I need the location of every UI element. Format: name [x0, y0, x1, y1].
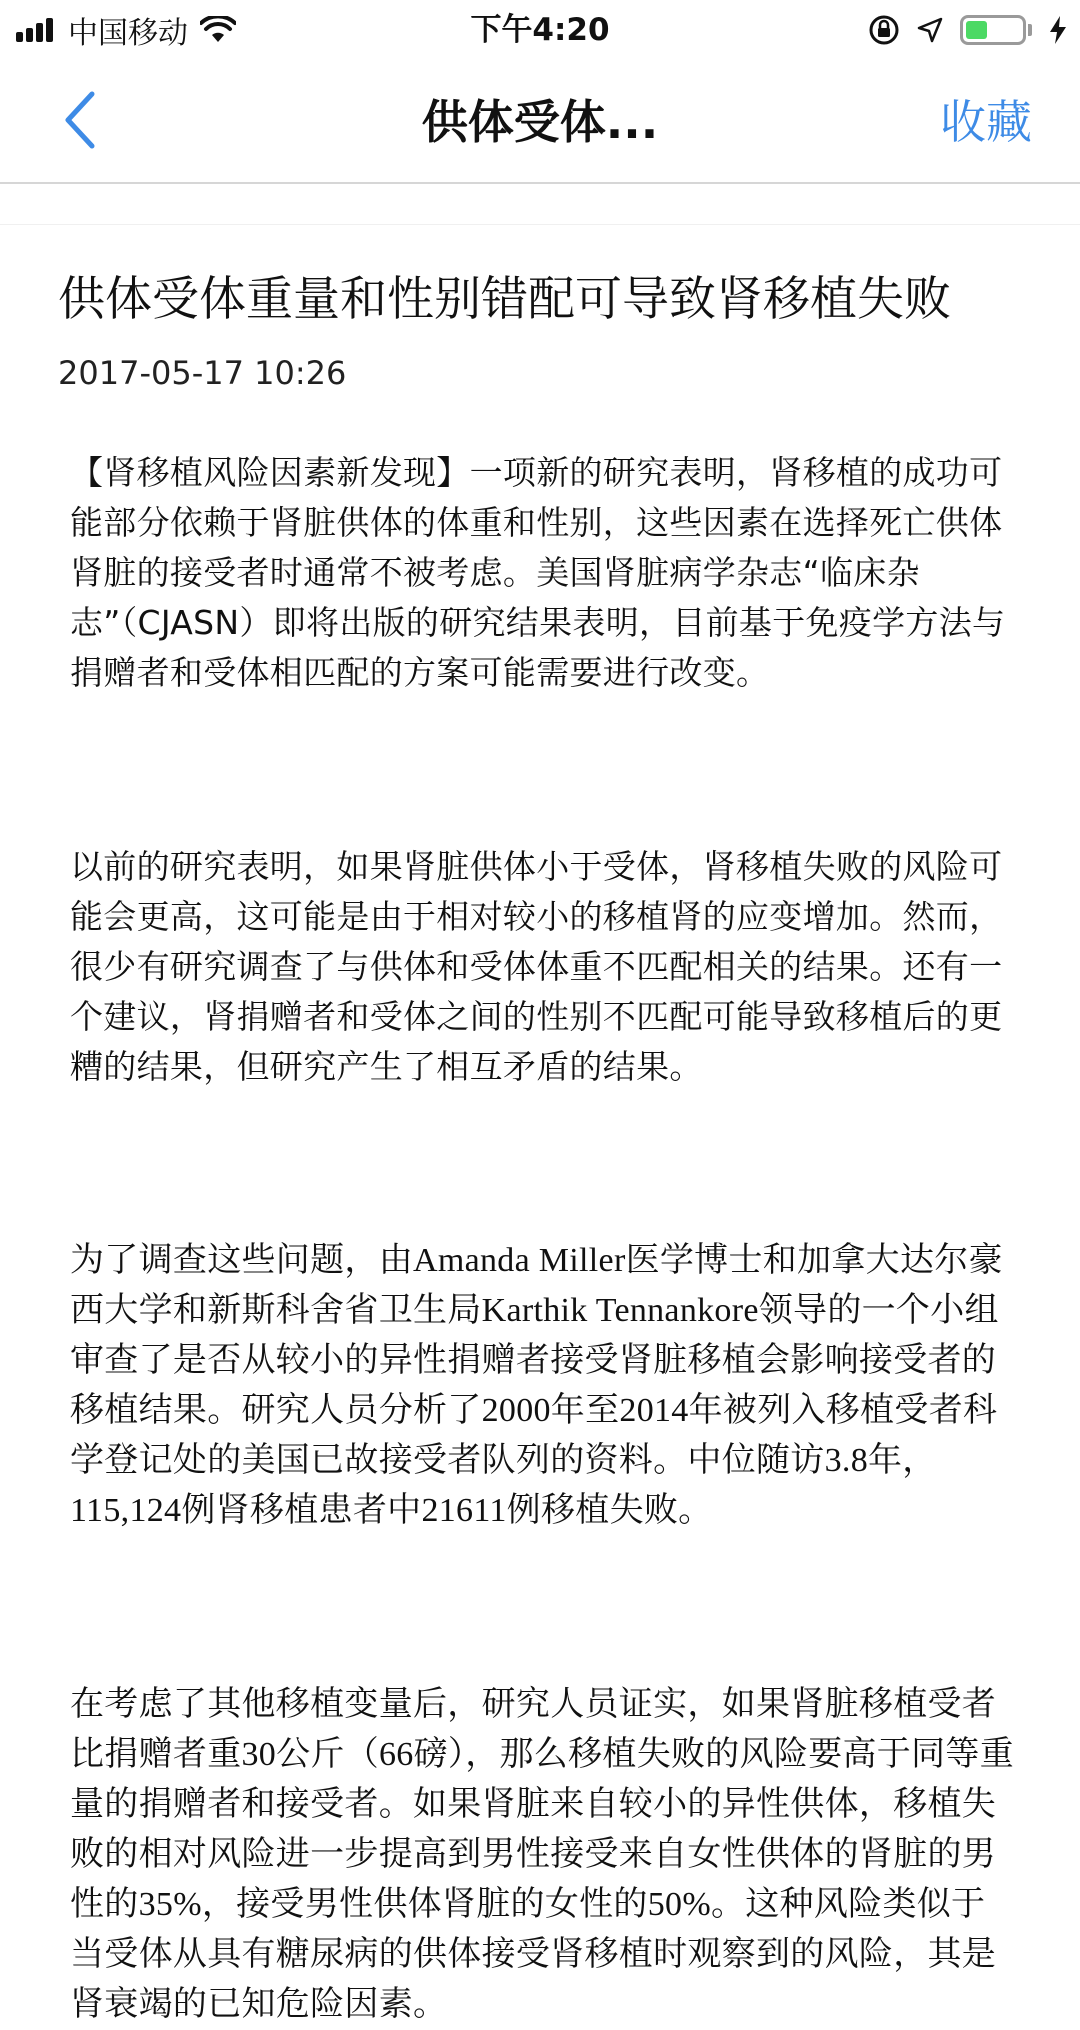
- battery-level: [966, 21, 987, 39]
- status-time: 下午4:20: [470, 12, 610, 48]
- article-paragraph: 以前的研究表明，如果肾脏供体小于受体，肾移植失败的风险可能会更高，这可能是由于相对较小的移植肾的应变增加。然而，很少有研究调查了与供体和受体体重不匹配相关的结果。还有一个建议，肾捐赠者和受体之间的性别不匹配可能导致移植后的更糟的结果，但研究产生了相互矛盾的结果。: [70, 847, 1003, 1086]
- battery-icon: [960, 15, 1026, 45]
- status-right: [852, 8, 1068, 52]
- article-paragraph: 为了调查这些问题，由Amanda Miller医学博士和加拿大达尔豪西大学和新斯科舍省卫生局Karthik Tennankore领导的一个小组审查了是否从较小的异性捐赠者接受肾脏移植会影响接受者的移植结果。研究人员分析了2000年至2014年被列入移植受者科学登记处的美国已故接受者队列的资料。中位随访3.8年，115,124例肾移植患者中21611例移植失败。: [70, 1242, 1003, 1529]
- rotation-lock-icon: [868, 14, 900, 46]
- carrier-name: 中国移动: [68, 16, 188, 51]
- battery-tip: [1028, 24, 1032, 36]
- article-paragraph: 【肾移植风险因素新发现】一项新的研究表明，肾移植的成功可能部分依赖于肾脏供体的体重和性别，这些因素在选择死亡供体肾脏的接受者时通常不被考虑。美国肾脏病学杂志“临床杂志”（CJASN）即将出版的研究结果表明，目前基于免疫学方法与捐赠者和受体相匹配的方案可能需要进行改变。: [70, 453, 1006, 692]
- page-title: 供体受体...: [421, 95, 659, 149]
- article-title: 供体受体重量和性别错配可导致肾移植失败: [58, 272, 951, 327]
- divider: [0, 224, 1080, 225]
- status-bar: [0, 0, 1080, 60]
- favorite-button[interactable]: 收藏: [940, 95, 1032, 149]
- navigation-bar: [0, 60, 1080, 184]
- article: [58, 262, 1018, 2030]
- article-body: [58, 448, 1018, 2030]
- article-paragraph: 在考虑了其他移植变量后，研究人员证实，如果肾脏移植受者比捐赠者重30公斤（66磅），那么移植失败的风险要高于同等重量的捐赠者和接受者。如果肾脏来自较小的异性供体，移植失败的相对风险进一步提高到男性接受来自女性供体的肾脏的男性的35%，接受男性供体肾脏的女性的50%。这种风险类似于当受体从具有糖尿病的供体接受肾移植时观察到的风险，其是肾衰竭的已知危险因素。: [70, 1686, 1014, 2023]
- location-arrow-icon: [916, 16, 944, 44]
- article-date: 2017-05-17 10:26: [58, 354, 347, 392]
- charging-bolt-icon: [1048, 15, 1068, 45]
